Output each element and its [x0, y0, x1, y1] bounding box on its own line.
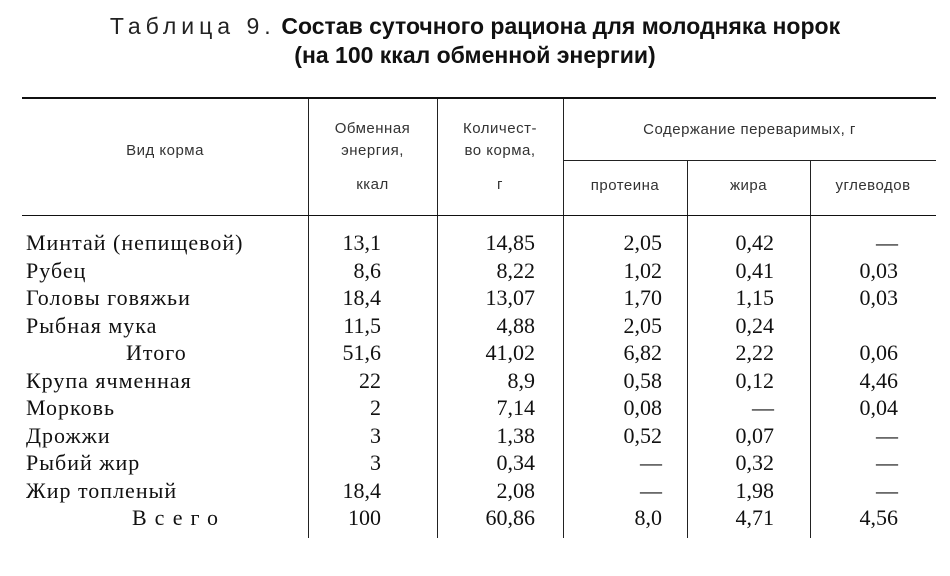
- fat-value: 1,98: [735, 477, 774, 503]
- table-row-subtotal: [0, 339, 950, 367]
- energy-value: 2: [370, 395, 381, 420]
- amount-value: 0,34: [496, 450, 535, 475]
- protein-value: 2,05: [623, 230, 662, 255]
- carbs-value: —: [876, 422, 898, 448]
- table-row: [0, 312, 950, 340]
- fat-value: 0,12: [735, 367, 774, 393]
- feed-name: Рыбная мука: [26, 312, 158, 338]
- header-feed: Вид корма: [126, 142, 204, 159]
- header-amount: [437, 118, 563, 196]
- fat-value: 1,15: [735, 285, 774, 310]
- header-divider: [563, 99, 564, 215]
- protein-value: 8,0: [634, 505, 662, 530]
- carbs-value: —: [876, 450, 898, 475]
- table-row: [0, 257, 950, 285]
- energy-value: 3: [370, 422, 381, 448]
- energy-value: 100: [348, 505, 381, 530]
- carbs-value: 0,03: [859, 285, 898, 310]
- carbs-value: 0,06: [859, 340, 898, 365]
- total-label: Всего: [132, 505, 226, 530]
- protein-value: 0,08: [623, 395, 662, 420]
- feed-name: Рыбий жир: [26, 450, 141, 475]
- feed-name: Морковь: [26, 395, 116, 420]
- feed-name: Рубец: [26, 257, 87, 283]
- fat-value: 0,41: [735, 257, 774, 283]
- header-amount-line: Количест-: [463, 120, 537, 137]
- protein-value: 0,52: [623, 422, 662, 448]
- table-number: Таблица 9.: [109, 13, 276, 39]
- amount-value: 8,9: [507, 367, 535, 393]
- table-row: [0, 367, 950, 395]
- energy-value: 22: [359, 367, 381, 393]
- energy-value: 8,6: [353, 257, 381, 283]
- protein-value: 2,05: [623, 312, 662, 338]
- energy-value: 51,6: [342, 340, 381, 365]
- energy-value: 18,4: [342, 285, 381, 310]
- header-energy-line: энергия,: [341, 142, 404, 159]
- table-row: [0, 449, 950, 477]
- amount-value: 60,86: [485, 505, 535, 530]
- energy-value: 3: [370, 450, 381, 475]
- header-amount-line: во корма,: [464, 142, 536, 159]
- amount-value: 41,02: [485, 340, 535, 365]
- table-title: Состав суточного рациона для молодняка норок: [281, 13, 841, 39]
- table-subtitle: (на 100 ккал обменной энергии): [294, 42, 656, 68]
- table-row: [0, 229, 950, 257]
- header-carbs: углеводов: [835, 177, 911, 194]
- header-energy: [308, 118, 437, 196]
- carbs-value: —: [876, 230, 898, 255]
- header-energy-line: Обменная: [334, 120, 411, 137]
- header-subrule: [563, 160, 936, 161]
- header-amount-unit: г: [497, 176, 503, 193]
- header-energy-unit: ккал: [356, 176, 389, 193]
- amount-value: 2,08: [496, 477, 535, 503]
- subtotal-label: Итого: [126, 340, 187, 365]
- table-row: [0, 284, 950, 312]
- fat-value: 0,24: [735, 312, 774, 338]
- protein-value: 0,58: [623, 367, 662, 393]
- feed-name: Жир топленый: [26, 477, 178, 503]
- protein-value: 6,82: [623, 340, 662, 365]
- carbs-value: 0,04: [859, 395, 898, 420]
- carbs-value: 0,03: [859, 257, 898, 283]
- column-divider: [308, 216, 309, 538]
- feed-name: Головы говяжьи: [26, 285, 191, 310]
- feed-name: Крупа ячменная: [26, 367, 192, 393]
- amount-value: 7,14: [496, 395, 535, 420]
- table-row: [0, 394, 950, 422]
- table-row: [0, 422, 950, 450]
- protein-value: —: [640, 477, 662, 503]
- column-divider: [437, 216, 438, 538]
- protein-value: 1,02: [623, 257, 662, 283]
- amount-value: 4,88: [496, 312, 535, 338]
- feed-name: Минтай (непищевой): [26, 230, 244, 255]
- table-row-total: [0, 504, 950, 532]
- energy-value: 18,4: [342, 477, 381, 503]
- top-rule: [22, 97, 936, 99]
- fat-value: —: [752, 395, 774, 420]
- protein-value: —: [640, 450, 662, 475]
- protein-value: 1,70: [623, 285, 662, 310]
- table-row: [0, 477, 950, 505]
- fat-value: 0,42: [735, 230, 774, 255]
- carbs-value: —: [876, 477, 898, 503]
- amount-value: 8,22: [496, 257, 535, 283]
- column-divider: [563, 216, 564, 538]
- column-divider: [687, 216, 688, 538]
- column-divider: [810, 216, 811, 538]
- fat-value: 2,22: [735, 340, 774, 365]
- feed-name: Дрожжи: [26, 422, 111, 448]
- header-bottom-rule: [22, 215, 936, 216]
- header-fat: жира: [729, 177, 768, 194]
- amount-value: 13,07: [485, 285, 535, 310]
- table-caption: [0, 12, 950, 70]
- amount-value: 1,38: [496, 422, 535, 448]
- energy-value: 11,5: [343, 312, 381, 338]
- header-protein: протеина: [590, 177, 660, 194]
- amount-value: 14,85: [485, 230, 535, 255]
- carbs-value: 4,46: [859, 367, 898, 393]
- fat-value: 0,07: [735, 422, 774, 448]
- header-digestible: Содержание переваримых, г: [643, 121, 856, 138]
- energy-value: 13,1: [342, 230, 381, 255]
- fat-value: 4,71: [735, 505, 774, 530]
- fat-value: 0,32: [735, 450, 774, 475]
- carbs-value: 4,56: [859, 505, 898, 530]
